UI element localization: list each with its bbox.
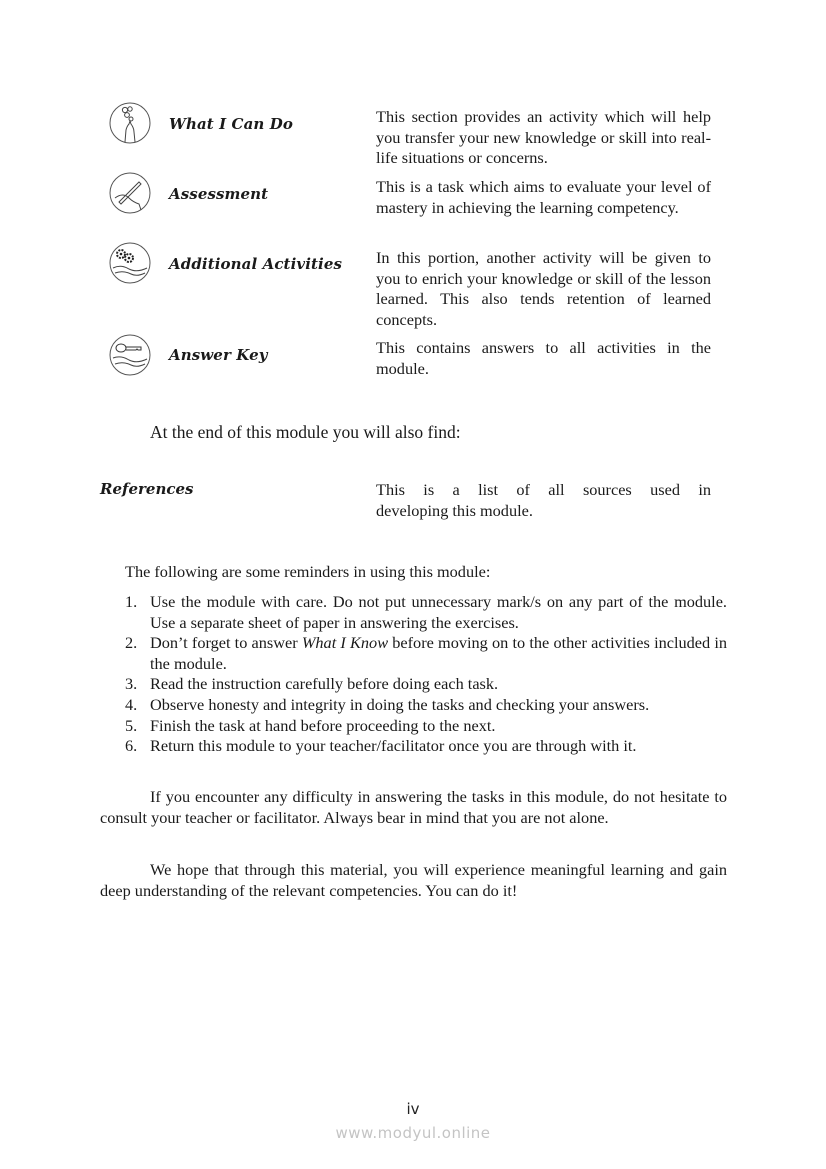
end-of-module-intro: At the end of this module you will also find: <box>150 422 461 442</box>
closing-paragraph: We hope that through this material, you will experience meaningful learning and gain deep understanding of the relevant competencies. You can do it! <box>100 860 727 900</box>
watermark: www.modyul.online <box>335 1124 491 1142</box>
page-number: iv <box>406 1100 420 1118</box>
reminder-number: 2. <box>125 633 138 653</box>
reminder-number: 5. <box>125 715 138 735</box>
section-label: Answer Key <box>169 346 268 364</box>
reminder-emphasis: What I Know <box>301 633 389 653</box>
section-description: In this portion, another activity will be given to you to enrich your knowledge or skill of the lesson learned. This also tends retention of learned concepts. <box>376 248 711 329</box>
references-description <box>376 479 711 521</box>
section-description: This is a task which aims to evaluate your level of mastery in achieving the learning competency. <box>376 177 711 217</box>
section-label: Assessment <box>169 185 269 203</box>
reminder-item <box>100 695 727 716</box>
reminder-item <box>100 736 727 757</box>
reminder-text: Read the instruction carefully before doing each task. <box>150 674 499 694</box>
reminder-number: 3. <box>125 674 138 694</box>
hand-holding-gears-icon <box>109 242 151 284</box>
difficulty-paragraph: If you encounter any difficulty in answering the tasks in this module, do not hesitate to consult your teacher or facilitator. Always bear in mind that you are not alone. <box>100 787 727 827</box>
reminder-text: before moving on to the other activities included in the module. <box>150 633 728 673</box>
references-description-line-1: This is a list of all sources used in <box>376 480 711 499</box>
reminder-text: Finish the task at hand before proceeding to the next. <box>150 715 496 735</box>
reminder-number: 4. <box>125 694 138 714</box>
section-description: This section provides an activity which will help you transfer your new knowledge or skill into real-life situations or concerns. <box>376 107 711 168</box>
hand-writing-pen-icon <box>109 172 151 214</box>
reminder-item <box>100 633 727 674</box>
hand-holding-key-icon <box>109 334 151 376</box>
reminder-text: Return this module to your teacher/facilitator once you are through with it. <box>150 736 637 756</box>
section-description: This contains answers to all activities in the module. <box>376 338 711 378</box>
reminder-text: Use the module with care. Do not put unnecessary mark/s on any part of the module. Use a separate sheet of paper in answering the exercises. <box>150 592 727 632</box>
section-label: What I Can Do <box>169 115 293 133</box>
reminder-text: Observe honesty and integrity in doing the tasks and checking your answers. <box>150 694 650 714</box>
reminder-item <box>100 716 727 737</box>
reminder-number: 6. <box>125 736 138 756</box>
hand-with-gears-icon <box>109 102 151 144</box>
references-description-line-2: developing this module. <box>376 501 533 520</box>
reminder-item <box>100 592 727 633</box>
section-label: Additional Activities <box>169 255 343 273</box>
reminders-intro: The following are some reminders in using this module: <box>125 562 491 581</box>
reminder-number: 1. <box>125 592 138 611</box>
reminder-item <box>100 674 727 695</box>
references-label: References <box>100 480 194 498</box>
reminder-text: Don’t forget to answer <box>150 633 302 653</box>
reminders-list <box>100 592 727 757</box>
